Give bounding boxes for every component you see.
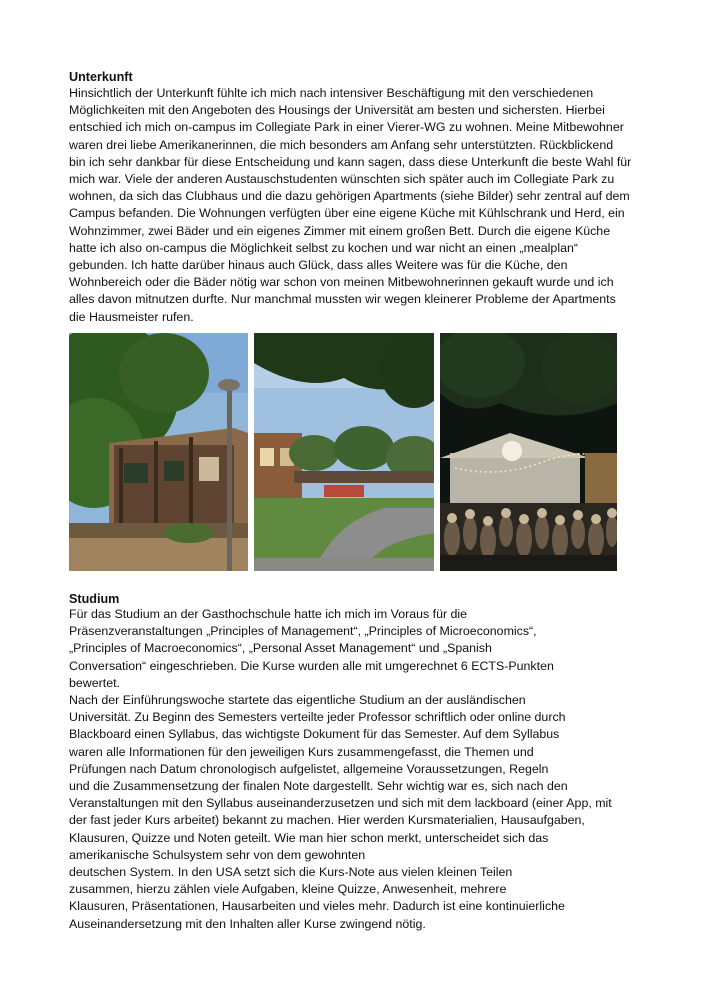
text-line: Präsenzveranstaltungen „Principles of Management“, „Principles of Microeconomics“,: [69, 624, 537, 639]
text-line: gebunden. Ich hatte darüber hinaus auch Glück, dass alles Weitere was für die Küche, den: [69, 258, 568, 273]
text-line: amerikanische Schulsystem sehr von dem gewohnten: [69, 847, 366, 862]
text-line: der fast jeder Kurs arbeitet) bekannt zu machen. Hier werden Kursmaterialien, Hausaufgaben,: [69, 813, 585, 828]
text-line: waren drei liebe Amerikanerinnen, die mich besonders am Anfang sehr unterstützten. Rückblickend: [69, 137, 614, 152]
text-line: Für das Studium an der Gasthochschule hatte ich mich im Voraus für die: [69, 607, 468, 621]
text-line: hatte ich also on-campus die Möglichkeit selbst zu kochen und war nicht an einen „mealplan“: [69, 240, 578, 255]
text-line: Wohnzimmer, zwei Bäder und ein eigenes Zimmer mit einem großen Bett. Durch die eigene Küche: [69, 223, 611, 238]
text-line: bewertet.: [69, 675, 120, 690]
paragraph-unterkunft: [69, 85, 649, 326]
text-line: Universität. Zu Beginn des Semesters verteilte jeder Professor schriftlich oder online durch: [69, 710, 566, 725]
photo-evening-gathering: [440, 333, 617, 571]
photo-apartment-building: [69, 333, 248, 571]
text-line: Hinsichtlich der Unterkunft fühlte ich mich nach intensiver Beschäftigung mit den verschiedenen: [69, 86, 594, 100]
section-heading-unterkunft: Unterkunft: [69, 70, 133, 84]
text-line: Möglichkeiten mit den Angeboten des Housings der Universität am besten und sichersten. Hierbei: [69, 103, 605, 118]
text-line: wohnen, da sich das Clubhaus und die dazu gehörigen Apartments (siehe Bilder) sehr zentral auf dem: [69, 189, 630, 204]
text-line: Blackboard einen Syllabus, das wichtigste Dokument für das Semester. Auf dem Syllabus: [69, 727, 560, 742]
text-line: Klausuren, Quizze und Noten geteilt. Wie man hier schon merkt, unterscheidet sich das: [69, 830, 549, 845]
text-line: deutschen System. In den USA setzt sich die Kurs-Note aus vielen kleinen Teilen: [69, 865, 513, 880]
text-line: bin ich sehr dankbar für diese Entscheidung und kann sagen, dass diese Unterkunft die beste Wahl für: [69, 154, 632, 169]
text-line: die Hausmeister rufen.: [69, 309, 194, 324]
text-line: „Principles of Macroeconomics“, „Personal Asset Management“ und „Spanish: [69, 641, 492, 656]
text-line: Nach der Einführungswoche startete das eigentliche Studium an der ausländischen: [69, 693, 526, 708]
text-line: und die Zusammensetzung der finalen Note dargestellt. Sehr wichtig war es, sich nach den: [69, 779, 568, 794]
photo-clubhouse-courtyard: [254, 333, 434, 571]
text-line: alles davon mitnutzen durfte. Nur manchmal mussten wir wegen kleinerer Probleme der Apartments: [69, 292, 616, 307]
text-line: waren alle Informationen für den jeweiligen Kurs zusammengefasst, die Themen und: [69, 744, 534, 759]
text-line: Auseinandersetzung mit den Inhalten aller Kurse zwingend nötig.: [69, 916, 426, 931]
text-line: Conversation“ eingeschrieben. Die Kurse wurden alle mit umgerechnet 6 ECTS-Punkten: [69, 658, 554, 673]
paragraph-studium: [69, 606, 649, 933]
text-line: Klausuren, Präsentationen, Hausarbeiten und vieles mehr. Dadurch ist eine kontinuierliche: [69, 899, 565, 914]
text-line: Veranstaltungen mit den Syllabus auseinanderzusetzen und sich mit dem lackboard (einer App, mit: [69, 796, 612, 811]
text-line: zusammen, hierzu zählen viele Aufgaben, kleine Quizze, Anwesenheit, mehrere: [69, 882, 507, 897]
section-heading-studium: Studium: [69, 592, 120, 606]
text-line: Prüfungen nach Datum chronologisch aufgelistet, allgemeine Voraussetzungen, Regeln: [69, 761, 549, 776]
text-line: Wohnbereich oder die Bäder nötig war schon von meinen Mitbewohnerinnen gekauft wurde und ich: [69, 275, 614, 290]
text-line: Campus befanden. Die Wohnungen verfügten über eine eigene Küche mit Kühlschrank und Herd, ein: [69, 206, 625, 221]
text-line: mich war. Viele der anderen Austauschstudenten wünschten sich später auch im Collegiate Park zu: [69, 172, 615, 187]
text-line: entschied ich mich on-campus im Collegiate Park in einer Vierer-WG zu wohnen. Meine Mitbewohner: [69, 120, 624, 135]
